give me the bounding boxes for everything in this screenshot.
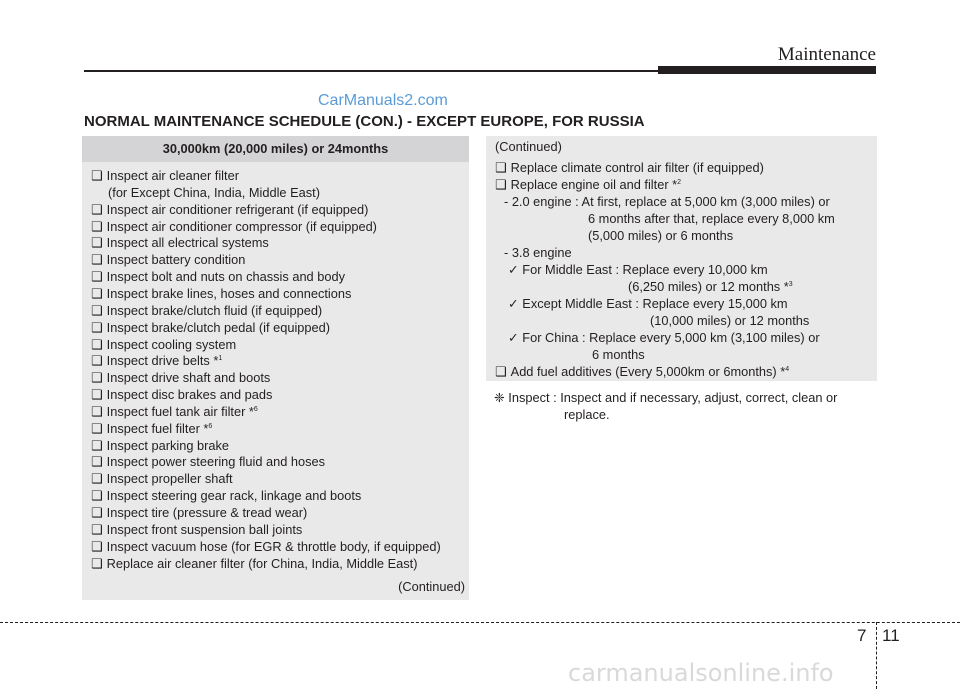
checkbox-icon: ❑ <box>91 285 103 301</box>
middle-east-line: ✓ For Middle East : Replace every 10,000 km <box>508 262 768 277</box>
checkbox-icon: ❑ <box>91 370 103 386</box>
list-item: ❑ Inspect air cleaner filter <box>91 168 239 183</box>
checkbox-icon: ❑ <box>495 364 507 379</box>
checkbox-icon: ❑ <box>91 269 103 285</box>
checkbox-icon: ❑ <box>91 235 103 251</box>
page-number: 11 <box>882 626 900 645</box>
list-item: ❑ Inspect power steering fluid and hoses <box>91 454 326 470</box>
list-item: ❑ Inspect tire (pressure & tread wear) <box>91 505 308 520</box>
engine-2-0-line: 6 months after that, replace every 8,000 km <box>588 211 835 226</box>
footer-divider <box>876 622 877 689</box>
list-item: ❑ Inspect fuel tank air filter *$^6$ <box>91 403 258 419</box>
header-bar <box>658 66 876 74</box>
footer-rule <box>0 622 960 623</box>
list-item: ❑ Inspect air conditioner compressor (if equipped) <box>91 218 377 234</box>
checkbox-icon: ❑ <box>91 353 103 369</box>
list-item: ❑ Inspect all electrical systems <box>91 235 269 251</box>
checkbox-icon: ❑ <box>91 218 103 234</box>
list-item: ❑ Inspect cooling system <box>91 336 237 352</box>
list-item: ❑ Inspect brake/clutch pedal (if equipped) <box>91 319 331 335</box>
list-item: ❑ Inspect front suspension ball joints <box>91 521 303 537</box>
checkbox-icon: ❑ <box>91 336 103 352</box>
checkbox-icon: ❑ <box>91 403 103 419</box>
checkbox-icon: ❑ <box>91 488 103 504</box>
checkbox-icon: ❑ <box>91 302 103 318</box>
note-symbol-icon: ❈ <box>494 390 505 405</box>
list-item-subtext: (for Except China, India, Middle East) <box>108 184 320 200</box>
schedule-left-panel <box>82 136 469 600</box>
list-item: ❑ Inspect disc brakes and pads <box>91 387 273 403</box>
checkbox-icon: ❑ <box>91 252 103 268</box>
list-item: ❑ Inspect battery condition <box>91 252 246 268</box>
engine-2-0-line: - 2.0 engine : At first, replace at 5,000 km (3,000 miles) or <box>504 194 830 209</box>
list-item: ❑ Add fuel additives (Every 5,000km or 6months) *$^4$ <box>495 364 790 379</box>
list-item: ❑ Inspect propeller shaft <box>91 471 233 487</box>
engine-3-8-label: - 3.8 engine <box>504 245 572 260</box>
list-item: ❑ Inspect drive belts *$^1$ <box>91 353 223 369</box>
list-item: ❑ Inspect brake lines, hoses and connections <box>91 285 352 301</box>
schedule-right-panel <box>486 136 877 381</box>
continued-label-right: (Continued) <box>495 139 562 154</box>
checkbox-icon: ❑ <box>91 437 103 453</box>
except-middle-east-line: ✓ Except Middle East : Replace every 15,000 km <box>508 296 788 311</box>
engine-2-0-line: (5,000 miles) or 6 months <box>588 228 734 243</box>
watermark-bottom: carmanualsonline.info <box>568 659 834 687</box>
page-title: NORMAL MAINTENANCE SCHEDULE (CON.) - EXCEPT EUROPE, FOR RUSSIA <box>84 113 645 130</box>
checkbox-icon: ❑ <box>91 201 103 217</box>
checkbox-icon: ❑ <box>91 387 103 403</box>
check-icon: ✓ <box>508 262 523 277</box>
china-line: ✓ For China : Replace every 5,000 km (3,100 miles) or <box>508 330 820 345</box>
list-item: ❑ Inspect fuel filter *$^6$ <box>91 420 213 436</box>
list-item: ❑ Inspect drive shaft and boots <box>91 370 271 386</box>
checkbox-icon: ❑ <box>91 168 103 183</box>
list-item: ❑ Inspect air conditioner refrigerant (if equipped) <box>91 201 369 217</box>
header-rule <box>84 70 658 72</box>
list-item: ❑ Inspect brake/clutch fluid (if equipped) <box>91 302 323 318</box>
checkbox-icon: ❑ <box>91 555 103 571</box>
inspect-note: ❈ Inspect : Inspect and if necessary, adjust, correct, clean or replace. <box>494 389 878 423</box>
check-icon: ✓ <box>508 330 523 345</box>
checkbox-icon: ❑ <box>495 177 507 192</box>
checkbox-icon: ❑ <box>91 471 103 487</box>
list-item: ❑ Inspect bolt and nuts on chassis and body <box>91 269 345 285</box>
list-item: ❑ Replace air cleaner filter (for China, India, Middle East) <box>91 555 418 571</box>
middle-east-line: (6,250 miles) or 12 months *$^3$ <box>628 279 793 294</box>
checkbox-icon: ❑ <box>91 454 103 470</box>
list-item: ❑ Inspect steering gear rack, linkage and boots <box>91 488 362 504</box>
checkbox-icon: ❑ <box>91 521 103 537</box>
list-item: ❑ Inspect parking brake <box>91 437 230 453</box>
interval-heading: 30,000km (20,000 miles) or 24months <box>82 136 469 162</box>
continued-label: (Continued) <box>398 579 465 594</box>
checkbox-icon: ❑ <box>91 505 103 520</box>
list-item: ❑ Replace engine oil and filter *$^2$ <box>495 177 682 192</box>
checkbox-icon: ❑ <box>91 319 103 335</box>
section-header: Maintenance <box>777 44 876 65</box>
checkbox-icon: ❑ <box>91 420 103 436</box>
except-middle-east-line: (10,000 miles) or 12 months <box>650 313 810 328</box>
checkbox-icon: ❑ <box>495 160 507 175</box>
list-item: ❑ Replace climate control air filter (if equipped) <box>495 160 764 175</box>
watermark-top: CarManuals2.com <box>318 92 448 109</box>
checkbox-icon: ❑ <box>91 538 103 554</box>
check-icon: ✓ <box>508 296 523 311</box>
list-item: ❑ Inspect vacuum hose (for EGR & throttle body, if equipped) <box>91 538 441 554</box>
chapter-number: 7 <box>857 626 867 645</box>
note-line: replace. <box>564 407 610 422</box>
china-line: 6 months <box>592 347 645 362</box>
